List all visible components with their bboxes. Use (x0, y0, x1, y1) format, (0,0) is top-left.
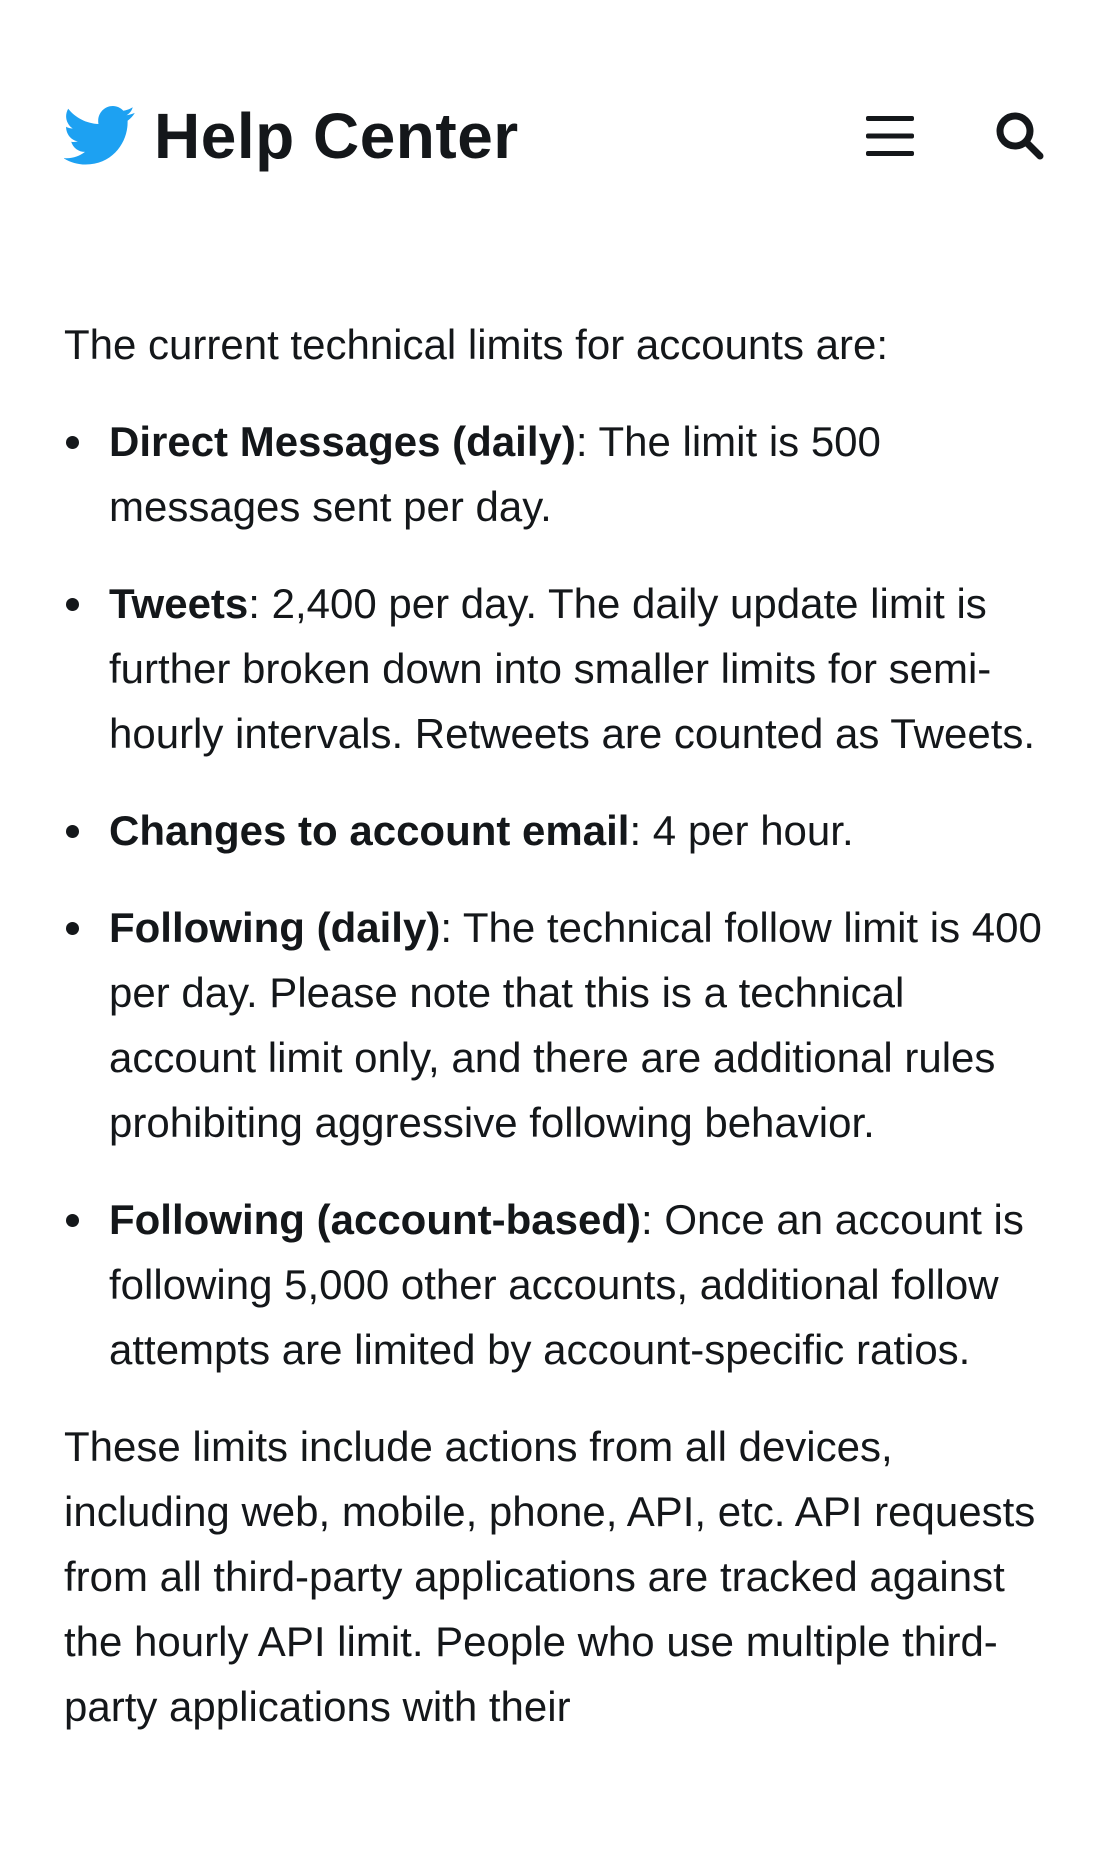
hamburger-menu-icon[interactable] (858, 104, 922, 168)
limit-description: The limit is 500 messages sent per day. (109, 418, 881, 530)
limit-separator: : (248, 580, 260, 627)
limit-separator: : (641, 1196, 653, 1243)
limits-list (64, 409, 1054, 1382)
limit-separator: : (440, 904, 452, 951)
intro-paragraph: The current technical limits for accounts are: (64, 321, 889, 368)
bullet-icon (66, 436, 79, 449)
list-item (64, 1187, 1054, 1382)
limit-description: Once an account is following 5,000 other accounts, additional follow attempts are limited by account-specific ratios. (109, 1196, 1024, 1373)
limit-term: Following (account-based) (109, 1196, 641, 1243)
article-body (64, 312, 1054, 1739)
outro-paragraph: These limits include actions from all devices, including web, mobile, phone, API, etc. API requests from all third-party applications are tracked against the hourly API limit. People who use multiple third-party applications with their (64, 1423, 1036, 1730)
limit-description: 2,400 per day. The daily update limit is further broken down into smaller limits for semi-hourly intervals. Retweets are counted as Tweets. (109, 580, 1036, 757)
list-item (64, 798, 1054, 863)
limit-term: Direct Messages (daily) (109, 418, 576, 465)
limit-description: 4 per hour. (641, 807, 854, 854)
site-header (64, 96, 1052, 176)
list-item (64, 409, 1054, 539)
limit-term: Following (daily) (109, 904, 441, 951)
header-actions (858, 104, 1052, 168)
limit-description: The technical follow limit is 400 per day. Please note that this is a technical account limit only, and there are additional rules prohibiting aggressive following behavior. (109, 904, 1042, 1146)
bullet-icon (66, 598, 79, 611)
page-title[interactable]: Help Center (154, 100, 519, 172)
bullet-icon (66, 1214, 79, 1227)
list-item (64, 571, 1054, 766)
bullet-icon (66, 922, 79, 935)
twitter-bird-icon[interactable] (64, 106, 136, 166)
limit-separator: : (575, 418, 588, 465)
limit-term: Changes to account email (109, 807, 630, 854)
bullet-icon (66, 825, 79, 838)
search-icon[interactable] (988, 104, 1052, 168)
limit-separator: : (629, 807, 642, 854)
limit-term: Tweets (109, 580, 249, 627)
brand[interactable] (64, 100, 519, 172)
list-item (64, 895, 1054, 1155)
